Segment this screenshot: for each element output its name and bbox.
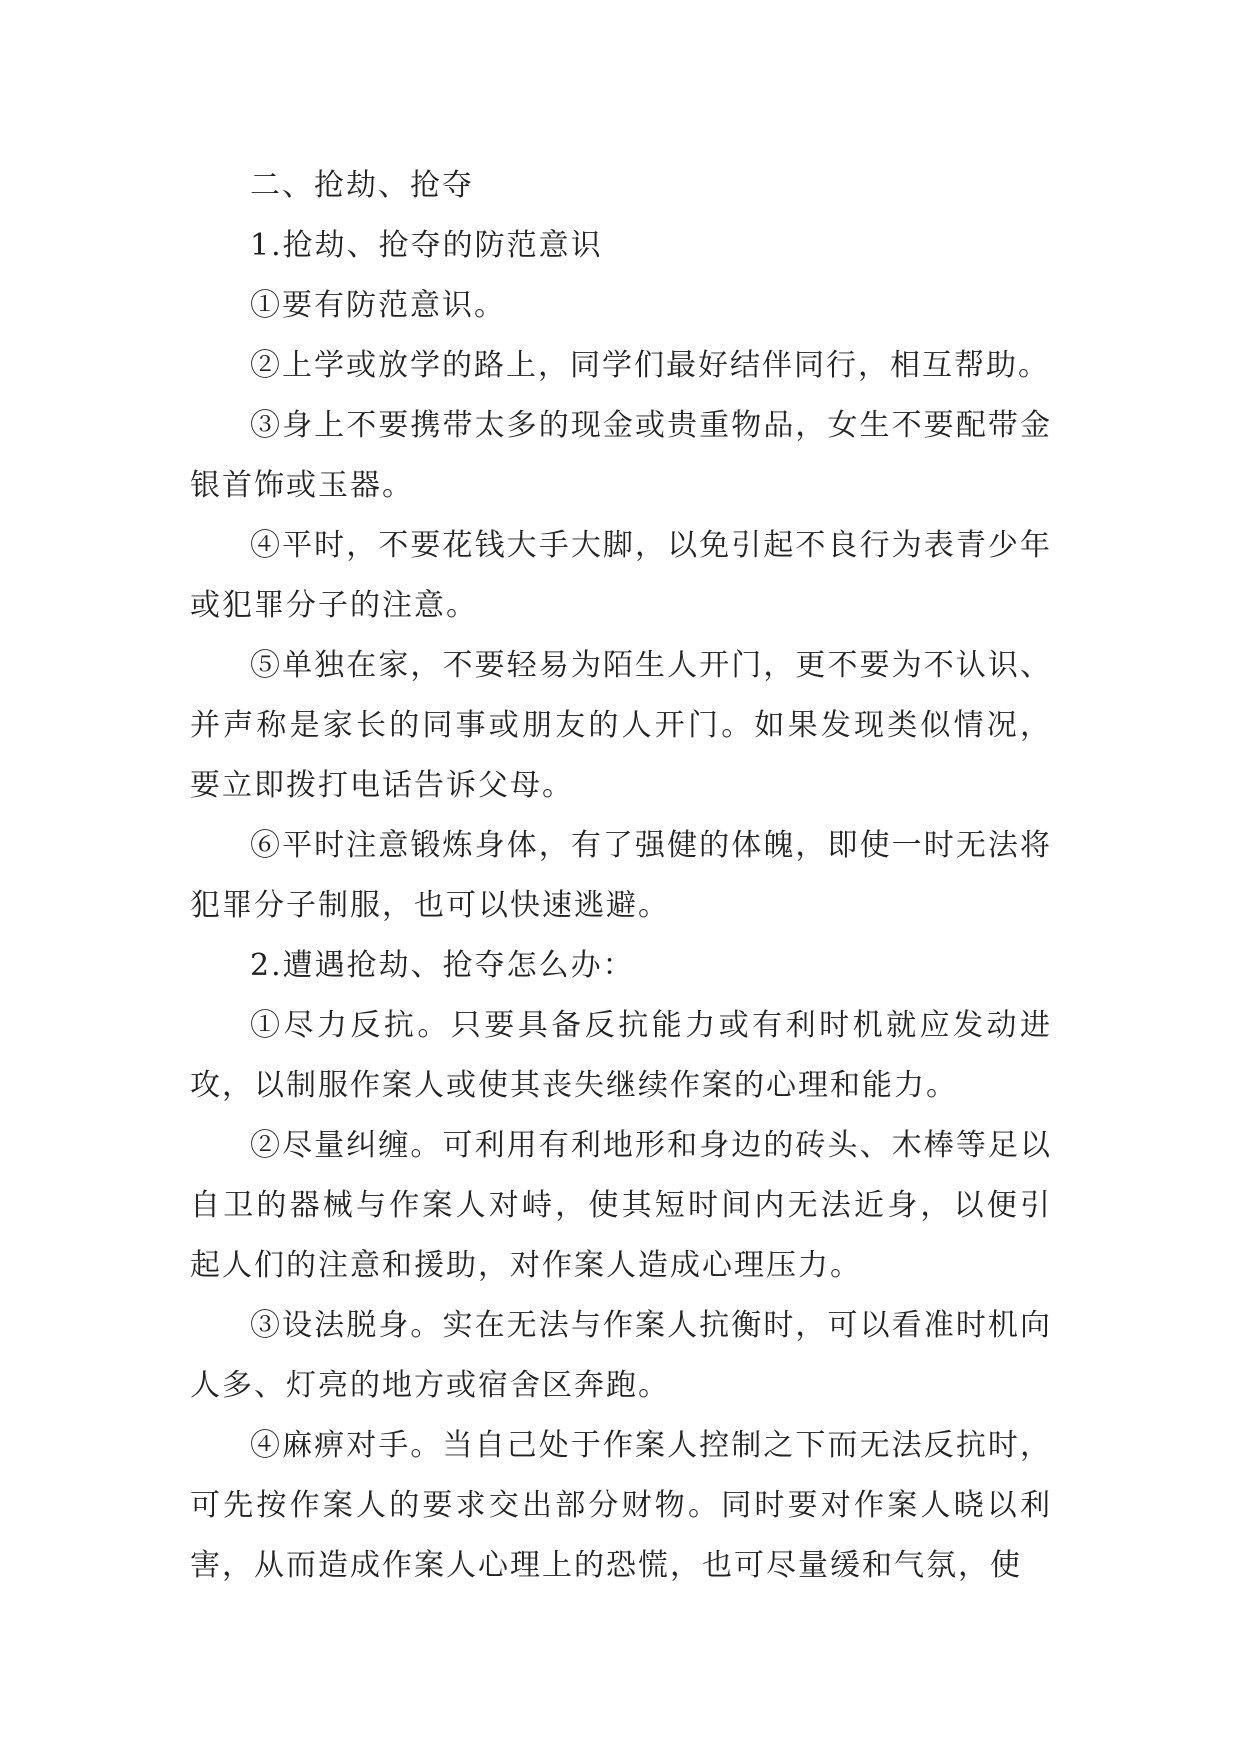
- subsection-heading-prevention: 1.抢劫、抢夺的防范意识: [250, 228, 603, 263]
- list-item: ②上学或放学的路上，同学们最好结伴同行，相互帮助。: [250, 348, 1050, 383]
- list-item: ⑤单独在家，不要轻易为陌生人开门，更不要为不认识、并声称是家长的同事或朋友的人开门。如果发现类似情况，要立即拨打电话告诉父母。: [190, 648, 1052, 803]
- list-item: ⑥平时注意锻炼身体，有了强健的体魄，即使一时无法将犯罪分子制服，也可以快速逃避。: [190, 828, 1052, 923]
- section-heading: 二、抢劫、抢夺: [250, 168, 474, 203]
- list-item: ②尽量纠缠。可利用有利地形和身边的砖头、木棒等足以自卫的器械与作案人对峙，使其短时间内无法近身，以便引起人们的注意和援助，对作案人造成心理压力。: [190, 1128, 1052, 1283]
- list-item: ③设法脱身。实在无法与作案人抗衡时，可以看准时机向人多、灯亮的地方或宿舍区奔跑。: [190, 1308, 1052, 1403]
- list-item: ④平时，不要花钱大手大脚，以免引起不良行为表青少年或犯罪分子的注意。: [190, 528, 1052, 623]
- list-item: ①要有防范意识。: [250, 288, 506, 323]
- list-item: ③身上不要携带太多的现金或贵重物品，女生不要配带金银首饰或玉器。: [190, 408, 1052, 503]
- list-item: ①尽力反抗。只要具备反抗能力或有利时机就应发动进攻，以制服作案人或使其丧失继续作案的心理和能力。: [190, 1008, 1052, 1103]
- subsection-heading-response: 2.遭遇抢劫、抢夺怎么办：: [250, 948, 635, 983]
- list-item: ④麻痹对手。当自己处于作案人控制之下而无法反抗时，可先按作案人的要求交出部分财物。同时要对作案人晓以利害，从而造成作案人心理上的恐慌，也可尽量缓和气氛，使: [190, 1428, 1052, 1583]
- document-page: [190, 156, 1052, 1596]
